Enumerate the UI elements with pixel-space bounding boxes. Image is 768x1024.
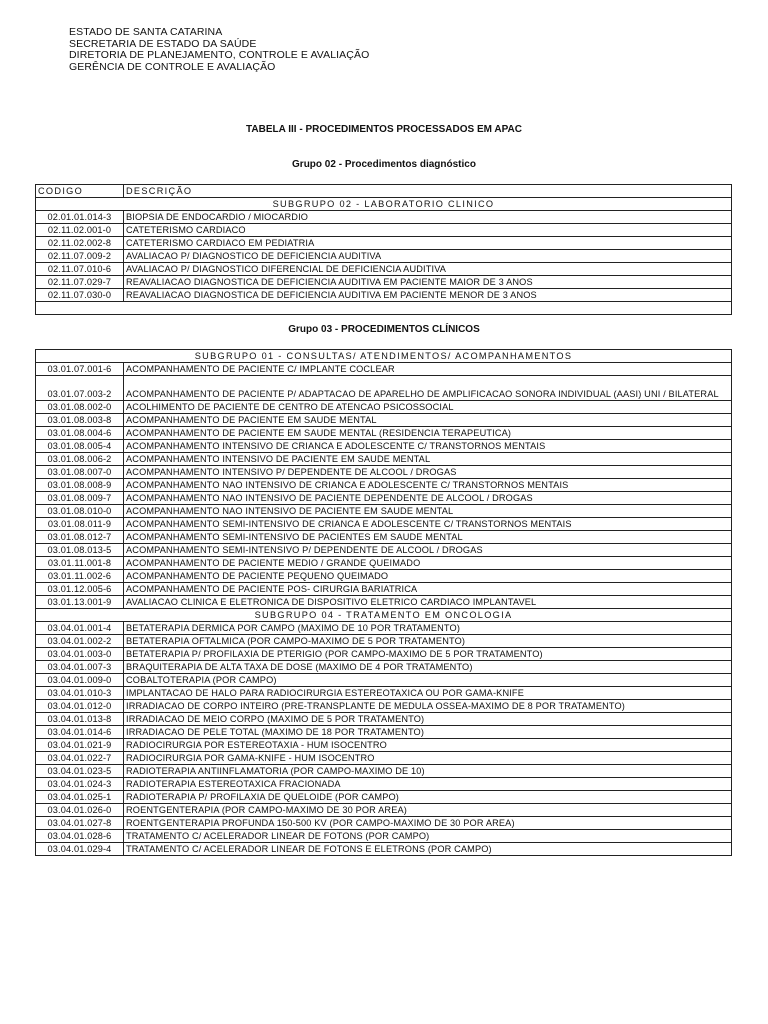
procedure-code: 03.01.07.003-2	[36, 376, 124, 401]
procedure-code: 03.04.01.021-9	[36, 739, 124, 752]
table-row	[36, 817, 732, 830]
procedure-code: 03.01.08.009-7	[36, 492, 124, 505]
table-row	[36, 583, 732, 596]
procedure-code: 03.04.01.012-0	[36, 700, 124, 713]
procedure-code: 02.11.02.002-8	[36, 237, 124, 250]
procedure-description: ACOMPANHAMENTO DE PACIENTE EM SAUDE MENTAL (RESIDENCIA TERAPEUTICA)	[124, 427, 732, 440]
procedure-code: 03.04.01.023-5	[36, 765, 124, 778]
procedure-description: BIOPSIA DE ENDOCARDIO / MIOCARDIO	[124, 211, 732, 224]
table-row	[36, 224, 732, 237]
table-row	[36, 211, 732, 224]
procedure-code: 03.01.11.001-8	[36, 557, 124, 570]
table-row	[36, 440, 732, 453]
procedure-description: ACOMPANHAMENTO INTENSIVO P/ DEPENDENTE DE ALCOOL / DROGAS	[124, 466, 732, 479]
group-03-title: Grupo 03 - PROCEDIMENTOS CLÍNICOS	[288, 324, 480, 335]
procedure-code: 03.01.08.005-4	[36, 440, 124, 453]
table-row	[36, 414, 732, 427]
table-row	[36, 544, 732, 557]
procedure-description: AVALIACAO P/ DIAGNOSTICO DE DEFICIENCIA AUDITIVA	[124, 250, 732, 263]
table-row	[36, 830, 732, 843]
table-row	[36, 778, 732, 791]
procedure-code: 03.01.07.001-6	[36, 363, 124, 376]
procedure-code: 02.11.07.029-7	[36, 276, 124, 289]
table-row	[36, 687, 732, 700]
group-03-table	[35, 349, 732, 856]
table-row	[36, 648, 732, 661]
header-line-secretariat: SECRETARIA DE ESTADO DA SAÚDE	[69, 37, 257, 50]
procedure-code: 03.04.01.029-4	[36, 843, 124, 856]
table-row	[36, 557, 732, 570]
procedure-code: 03.04.01.002-2	[36, 635, 124, 648]
procedure-code: 03.01.12.005-6	[36, 583, 124, 596]
procedure-description: AVALIACAO CLINICA E ELETRONICA DE DISPOSITIVO ELETRICO CARDIACO IMPLANTAVEL	[124, 596, 732, 609]
table-row	[36, 804, 732, 817]
procedure-code: 03.01.08.012-7	[36, 531, 124, 544]
table-row	[36, 250, 732, 263]
procedure-description: IMPLANTACAO DE HALO PARA RADIOCIRURGIA ESTEREOTAXICA OU POR GAMA-KNIFE	[124, 687, 732, 700]
procedure-description: REAVALIACAO DIAGNOSTICA DE DEFICIENCIA AUDITIVA EM PACIENTE MAIOR DE 3 ANOS	[124, 276, 732, 289]
table-row	[36, 276, 732, 289]
procedure-description: TRATAMENTO C/ ACELERADOR LINEAR DE FOTONS E ELETRONS (POR CAMPO)	[124, 843, 732, 856]
procedure-code: 03.01.08.013-5	[36, 544, 124, 557]
table-row	[36, 791, 732, 804]
procedure-description: ACOMPANHAMENTO DE PACIENTE P/ ADAPTACAO DE APARELHO DE AMPLIFICACAO SONORA INDIVIDUAL (AASI) UNI / BILATERAL	[124, 376, 732, 401]
table-row	[36, 263, 732, 276]
procedure-description: ACOMPANHAMENTO DE PACIENTE POS- CIRURGIA BARIATRICA	[124, 583, 732, 596]
procedure-description: ACOMPANHAMENTO NAO INTENSIVO DE CRIANCA E ADOLESCENTE C/ TRANSTORNOS MENTAIS	[124, 479, 732, 492]
subgroup-01-heading: SUBGRUPO 01 - CONSULTAS/ ATENDIMENTOS/ ACOMPANHAMENTOS	[36, 350, 732, 363]
subgroup-02-heading: SUBGRUPO 02 - LABORATORIO CLINICO	[36, 198, 732, 211]
procedure-code: 03.01.08.007-0	[36, 466, 124, 479]
table-row	[36, 289, 732, 302]
procedure-code: 03.04.01.026-0	[36, 804, 124, 817]
procedure-code: 03.04.01.027-8	[36, 817, 124, 830]
table-row	[36, 739, 732, 752]
procedure-description: BETATERAPIA DERMICA POR CAMPO (MAXIMO DE 10 POR TRATAMENTO)	[124, 622, 732, 635]
procedure-description: TRATAMENTO C/ ACELERADOR LINEAR DE FOTONS (POR CAMPO)	[124, 830, 732, 843]
table-row	[36, 700, 732, 713]
procedure-description: REAVALIACAO DIAGNOSTICA DE DEFICIENCIA AUDITIVA EM PACIENTE MENOR DE 3 ANOS	[124, 289, 732, 302]
procedure-code: 02.01.01.014-3	[36, 211, 124, 224]
table-header-row	[36, 185, 732, 198]
procedure-description: ACOMPANHAMENTO NAO INTENSIVO DE PACIENTE EM SAUDE MENTAL	[124, 505, 732, 518]
procedure-description: ROENTGENTERAPIA (POR CAMPO-MAXIMO DE 30 POR AREA)	[124, 804, 732, 817]
procedure-code: 02.11.07.030-0	[36, 289, 124, 302]
procedure-description: ACOMPANHAMENTO INTENSIVO DE PACIENTE EM SAUDE MENTAL	[124, 453, 732, 466]
procedure-description: RADIOTERAPIA ESTEREOTAXICA FRACIONADA	[124, 778, 732, 791]
procedure-code: 03.01.13.001-9	[36, 596, 124, 609]
header-line-state: ESTADO DE SANTA CATARINA	[69, 26, 223, 38]
table-row	[36, 505, 732, 518]
procedure-description: ACOLHIMENTO DE PACIENTE DE CENTRO DE ATENCAO PSICOSSOCIAL	[124, 401, 732, 414]
table-row	[36, 752, 732, 765]
procedure-description: COBALTOTERAPIA (POR CAMPO)	[124, 674, 732, 687]
table-row	[36, 531, 732, 544]
procedure-code: 02.11.02.001-0	[36, 224, 124, 237]
table-row	[36, 596, 732, 609]
table-row	[36, 492, 732, 505]
column-header-code: CODIGO	[36, 185, 124, 198]
table-row	[36, 427, 732, 440]
subgroup-row	[36, 198, 732, 211]
procedure-description: ACOMPANHAMENTO NAO INTENSIVO DE PACIENTE DEPENDENTE DE ALCOOL / DROGAS	[124, 492, 732, 505]
procedure-code: 03.04.01.007-3	[36, 661, 124, 674]
group-02-table	[35, 184, 732, 315]
table-row	[36, 453, 732, 466]
procedure-description: IRRADIACAO DE MEIO CORPO (MAXIMO DE 5 POR TRATAMENTO)	[124, 713, 732, 726]
procedure-code: 03.04.01.003-0	[36, 648, 124, 661]
table-row	[36, 570, 732, 583]
procedure-description: ACOMPANHAMENTO DE PACIENTE EM SAUDE MENTAL	[124, 414, 732, 427]
table-row	[36, 726, 732, 739]
procedure-description: BRAQUITERAPIA DE ALTA TAXA DE DOSE (MAXIMO DE 4 POR TRATAMENTO)	[124, 661, 732, 674]
procedure-code: 03.01.08.002-0	[36, 401, 124, 414]
table-row	[36, 622, 732, 635]
procedure-code: 03.01.08.004-6	[36, 427, 124, 440]
procedure-description: AVALIACAO P/ DIAGNOSTICO DIFERENCIAL DE DEFICIENCIA AUDITIVA	[124, 263, 732, 276]
empty-row	[36, 302, 732, 315]
procedure-code: 03.04.01.028-6	[36, 830, 124, 843]
table-row	[36, 765, 732, 778]
subgroup-row	[36, 350, 732, 363]
procedure-description: BETATERAPIA P/ PROFILAXIA DE PTERIGIO (POR CAMPO-MAXIMO DE 5 POR TRATAMENTO)	[124, 648, 732, 661]
table-row	[36, 635, 732, 648]
procedure-code: 03.04.01.014-6	[36, 726, 124, 739]
procedure-code: 03.01.08.003-8	[36, 414, 124, 427]
table-title: TABELA III - PROCEDIMENTOS PROCESSADOS EM APAC	[246, 124, 522, 135]
header-line-management: GERÊNCIA DE CONTROLE E AVALIAÇÃO	[69, 60, 276, 73]
group-02-title: Grupo 02 - Procedimentos diagnóstico	[292, 159, 476, 170]
procedure-code: 03.01.11.002-6	[36, 570, 124, 583]
procedure-code: 03.01.08.010-0	[36, 505, 124, 518]
procedure-code: 02.11.07.010-6	[36, 263, 124, 276]
procedure-description: RADIOCIRURGIA POR ESTEREOTAXIA - HUM ISOCENTRO	[124, 739, 732, 752]
procedure-code: 03.04.01.013-8	[36, 713, 124, 726]
table-row	[36, 713, 732, 726]
procedure-description: ACOMPANHAMENTO DE PACIENTE PEQUENO QUEIMADO	[124, 570, 732, 583]
table-row	[36, 661, 732, 674]
procedure-code: 03.01.08.006-2	[36, 453, 124, 466]
table-row	[36, 401, 732, 414]
table-row	[36, 363, 732, 376]
table-row	[36, 479, 732, 492]
procedure-code: 03.01.08.008-9	[36, 479, 124, 492]
table-row	[36, 466, 732, 479]
procedure-description: CATETERISMO CARDIACO	[124, 224, 732, 237]
procedure-description: ACOMPANHAMENTO INTENSIVO DE CRIANCA E ADOLESCENTE C/ TRANSTORNOS MENTAIS	[124, 440, 732, 453]
procedure-code: 03.04.01.025-1	[36, 791, 124, 804]
table-row	[36, 376, 732, 401]
procedure-description: CATETERISMO CARDIACO EM PEDIATRIA	[124, 237, 732, 250]
procedure-code: 03.04.01.009-0	[36, 674, 124, 687]
procedure-description: BETATERAPIA OFTALMICA (POR CAMPO-MAXIMO DE 5 POR TRATAMENTO)	[124, 635, 732, 648]
procedure-code: 03.04.01.024-3	[36, 778, 124, 791]
subgroup-04-heading: SUBGRUPO 04 - TRATAMENTO EM ONCOLOGIA	[36, 609, 732, 622]
procedure-code: 02.11.07.009-2	[36, 250, 124, 263]
procedure-description: ROENTGENTERAPIA PROFUNDA 150-500 KV (POR CAMPO-MAXIMO DE 30 POR AREA)	[124, 817, 732, 830]
procedure-description: IRRADIACAO DE CORPO INTEIRO (PRE-TRANSPLANTE DE MEDULA OSSEA-MAXIMO DE 8 POR TRATAMENTO)	[124, 700, 732, 713]
table-row	[36, 843, 732, 856]
procedure-description: RADIOCIRURGIA POR GAMA-KNIFE - HUM ISOCENTRO	[124, 752, 732, 765]
procedure-code: 03.04.01.022-7	[36, 752, 124, 765]
procedure-code: 03.04.01.001-4	[36, 622, 124, 635]
procedure-description: RADIOTERAPIA ANTIINFLAMATORIA (POR CAMPO-MAXIMO DE 10)	[124, 765, 732, 778]
empty-cell	[36, 302, 732, 315]
procedure-description: ACOMPANHAMENTO DE PACIENTE MEDIO / GRANDE QUEIMADO	[124, 557, 732, 570]
column-header-description: DESCRIÇÃO	[124, 185, 732, 198]
procedure-description: ACOMPANHAMENTO DE PACIENTE C/ IMPLANTE COCLEAR	[124, 363, 732, 376]
subgroup-row	[36, 609, 732, 622]
table-row	[36, 674, 732, 687]
procedure-code: 03.04.01.010-3	[36, 687, 124, 700]
table-row	[36, 518, 732, 531]
procedure-description: ACOMPANHAMENTO SEMI-INTENSIVO P/ DEPENDENTE DE ALCOOL / DROGAS	[124, 544, 732, 557]
procedure-description: RADIOTERAPIA P/ PROFILAXIA DE QUELOIDE (POR CAMPO)	[124, 791, 732, 804]
procedure-description: ACOMPANHAMENTO SEMI-INTENSIVO DE PACIENTES EM SAUDE MENTAL	[124, 531, 732, 544]
procedure-description: ACOMPANHAMENTO SEMI-INTENSIVO DE CRIANCA E ADOLESCENTE C/ TRANSTORNOS MENTAIS	[124, 518, 732, 531]
procedure-description: IRRADIACAO DE PELE TOTAL (MAXIMO DE 18 POR TRATAMENTO)	[124, 726, 732, 739]
header-line-directorate: DIRETORIA DE PLANEJAMENTO, CONTROLE E AVALIAÇÃO	[69, 49, 370, 62]
procedure-code: 03.01.08.011-9	[36, 518, 124, 531]
table-row	[36, 237, 732, 250]
document-header	[69, 27, 369, 73]
